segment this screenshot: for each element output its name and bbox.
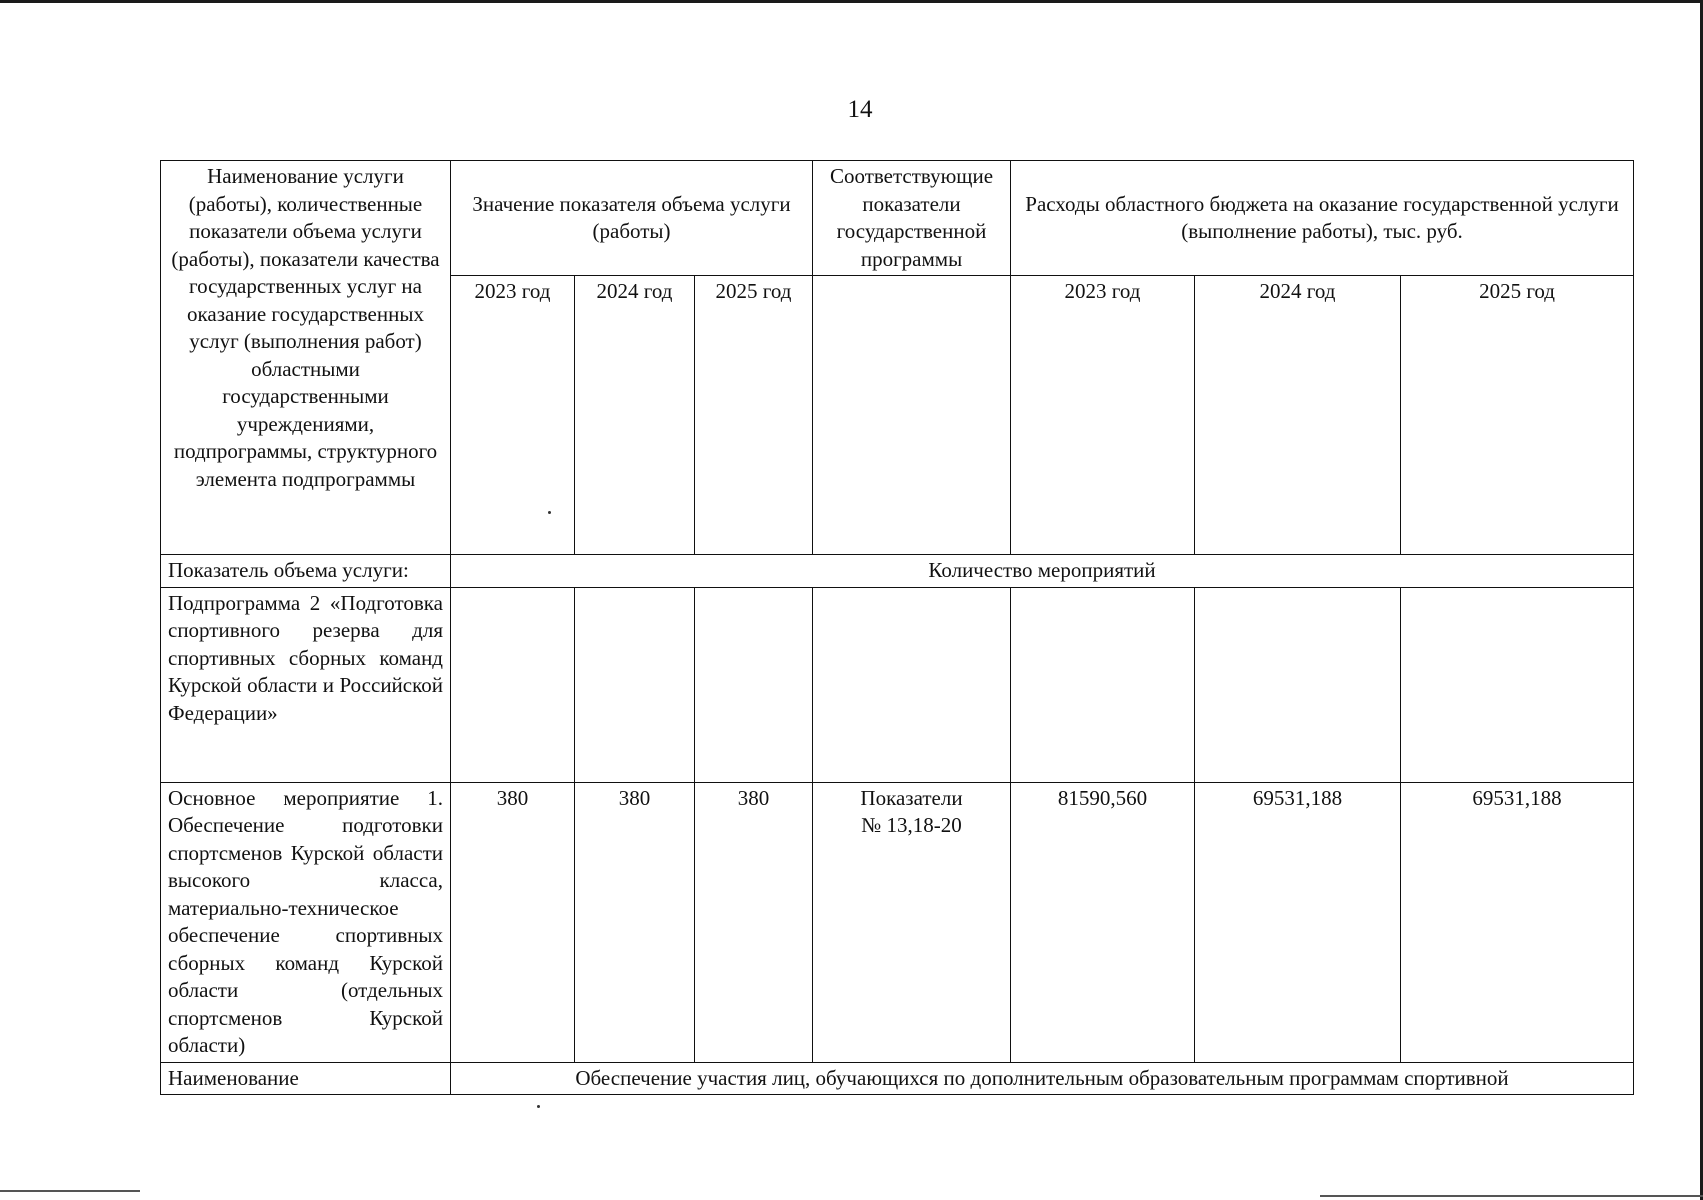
page-number: 14 (847, 96, 873, 123)
name-row-label: Наименование (161, 1062, 451, 1095)
indicators-empty-cell (813, 276, 1011, 555)
expense-value-2024: 69531,188 (1195, 782, 1401, 1062)
volume-indicator-row (161, 555, 1634, 588)
subprogram-row (161, 587, 1634, 782)
header-volume-label: Значение показателя объема услуги (работы) (472, 191, 791, 243)
subprogram-empty-5 (1011, 587, 1195, 782)
subprogram-label: Подпрограмма 2 «Подготовка спортивного резерва для спортивных сборных команд Курской области и Российской Федерации» (161, 587, 451, 782)
scan-edge-top (0, 0, 1703, 3)
scan-edge-bottom-right (1320, 1195, 1703, 1197)
header-name-cell (161, 161, 451, 555)
volume-value-2023: 380 (451, 782, 575, 1062)
subprogram-empty-2 (575, 587, 695, 782)
main-activity-row (161, 782, 1634, 1062)
header-expenses-label: Расходы областного бюджета на оказание государственной услуги (выполнение работы), тыс. руб. (1025, 191, 1619, 243)
scan-speck (537, 1105, 540, 1108)
subprogram-empty-1 (451, 587, 575, 782)
name-row-value: Обеспечение участия лиц, обучающихся по дополнительным образовательным программам спортивной (451, 1062, 1634, 1095)
name-row (161, 1062, 1634, 1095)
volume-value-2025: 380 (695, 782, 813, 1062)
volume-value-2024: 380 (575, 782, 695, 1062)
expense-year-2023: 2023 год (1011, 276, 1195, 555)
subprogram-empty-4 (813, 587, 1011, 782)
header-expenses-cell (1011, 161, 1634, 276)
main-activity-label: Основное мероприятие 1. Обеспечение подготовки спортсменов Курской области высокого класса, материально-техническое обеспечение спортивных сборных команд Курской области (отдельных спортсменов Курской области) (161, 782, 451, 1062)
volume-year-2023: 2023 год (451, 276, 575, 555)
scan-edge-bottom-left (0, 1190, 140, 1192)
expense-year-2024: 2024 год (1195, 276, 1401, 555)
header-indicators-label: Соответствующие показатели государственной программы (829, 164, 994, 271)
header-name-label: Наименование услуги (работы), количественные показатели объема услуги (работы), показатели качества государственных услуг на оказание государственных услуг (выполнения работ) областными государственными учреждениями, подпрограммы, структурного элемента подпрограммы (171, 164, 440, 491)
header-row (161, 161, 1634, 276)
expense-value-2023: 81590,560 (1011, 782, 1195, 1062)
subprogram-empty-3 (695, 587, 813, 782)
header-volume-cell (451, 161, 813, 276)
subprogram-empty-6 (1195, 587, 1401, 782)
expense-value-2025: 69531,188 (1401, 782, 1634, 1062)
volume-indicator-label: Показатель объема услуги: (161, 555, 451, 588)
volume-indicator-value: Количество мероприятий (451, 555, 1634, 588)
indicators-value: Показатели № 13,18-20 (813, 782, 1011, 1062)
header-indicators-cell (813, 161, 1011, 276)
expense-year-2025: 2025 год (1401, 276, 1634, 555)
subprogram-empty-7 (1401, 587, 1634, 782)
volume-year-2025: 2025 год (695, 276, 813, 555)
volume-year-2024: 2024 год (575, 276, 695, 555)
scan-speck (548, 511, 551, 514)
budget-table (160, 160, 1634, 1095)
